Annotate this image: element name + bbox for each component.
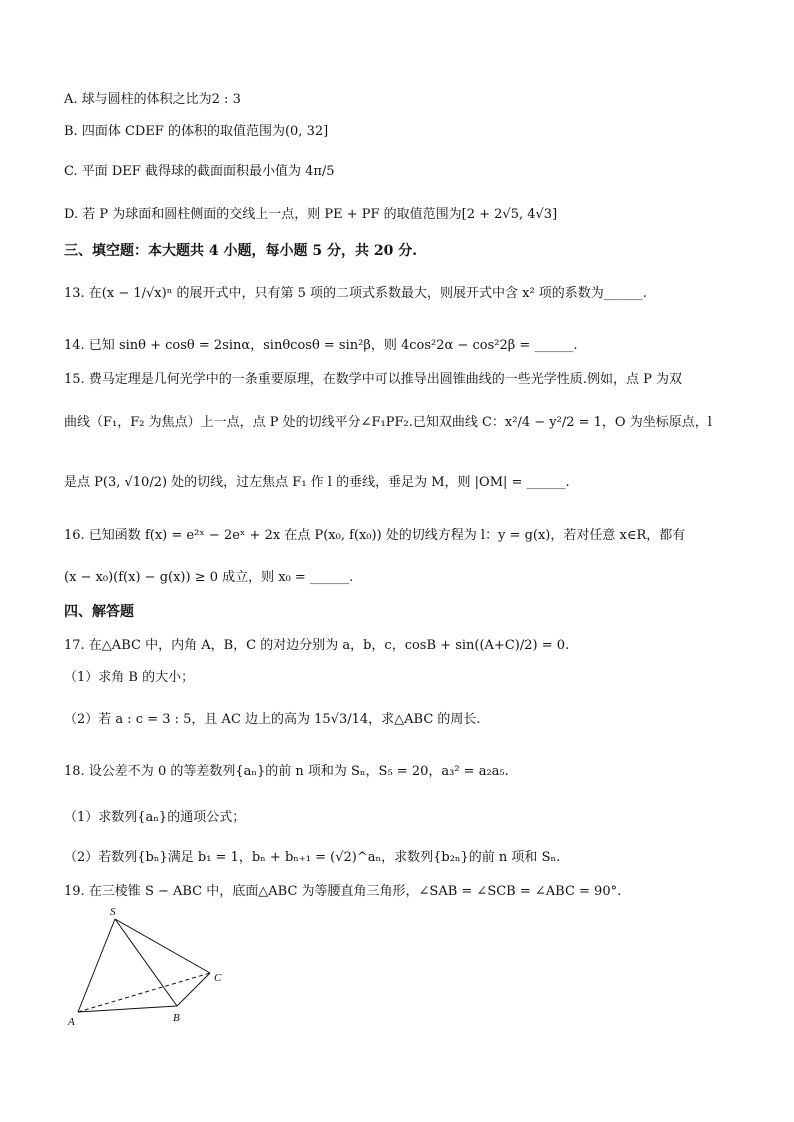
question-17-part-2: （2）若 a : c = 3 : 5，且 AC 边上的高为 15√3/14，求△ABC 的周长. (64, 712, 481, 727)
question-18: 18. 设公差不为 0 的等差数列{aₙ}的前 n 项和为 Sₙ，S₅ = 20，a₃² = a₂a₅. (64, 764, 509, 779)
question-17-part-1: （1）求角 B 的大小； (64, 670, 195, 685)
label-b: B (173, 1012, 180, 1024)
question-15-line3: 是点 P(3, √10/2) 处的切线，过左焦点 F₁ 作 l 的垂线，垂足为 M，则 |OM| = ______. (64, 475, 570, 490)
question-15-line2: 曲线（F₁，F₂ 为焦点）上一点，点 P 处的切线平分∠F₁PF₂.已知双曲线 C：x²/4 − y²/2 = 1，O 为坐标原点，l (64, 415, 712, 430)
label-s: S (110, 906, 116, 918)
question-17: 17. 在△ABC 中，内角 A，B，C 的对边分别为 a，b，c，cosB + sin((A+C)/2) = 0. (64, 638, 570, 653)
edge-sc (115, 919, 210, 973)
edge-sb (115, 919, 177, 1006)
section-solution-heading: 四、解答题 (64, 604, 134, 620)
option-a: A. 球与圆柱的体积之比为2 : 3 (64, 92, 241, 107)
question-19: 19. 在三棱锥 S − ABC 中，底面△ABC 为等腰直角三角形，∠SAB = ∠SCB = ∠ABC = 90°. (64, 884, 622, 899)
question-18-part-1: （1）求数列{aₙ}的通项公式； (64, 810, 246, 825)
option-c: C. 平面 DEF 截得球的截面面积最小值为 4π/5 (64, 164, 335, 179)
option-b: B. 四面体 CDEF 的体积的取值范围为(0, 32] (64, 124, 329, 139)
question-15-line1: 15. 费马定理是几何光学中的一条重要原理，在数学中可以推导出圆锥曲线的一些光学性质.例如，点 P 为双 (64, 372, 682, 387)
label-c: C (214, 972, 222, 984)
tetrahedron-figure (60, 905, 240, 1035)
edge-ab (78, 1006, 177, 1012)
question-16-line1: 16. 已知函数 f(x) = e²ˣ − 2eˣ + 2x 在点 P(x₀, f(x₀)) 处的切线方程为 l：y = g(x)，若对任意 x∈R，都有 (64, 528, 686, 543)
question-18-part-2: （2）若数列{bₙ}满足 b₁ = 1，bₙ + bₙ₊₁ = (√2)^aₙ，求数列{b₂ₙ}的前 n 项和 Sₙ. (64, 850, 561, 865)
question-14: 14. 已知 sinθ + cosθ = 2sinα，sinθcosθ = sin²β，则 4cos²2α − cos²2β = ______. (64, 338, 578, 353)
edge-sa (78, 919, 115, 1012)
option-d: D. 若 P 为球面和圆柱侧面的交线上一点，则 PE + PF 的取值范围为[2 + 2√5, 4√3] (64, 207, 558, 222)
section-fill-in-heading: 三、填空题：本大题共 4 小题，每小题 5 分，共 20 分. (64, 243, 418, 259)
question-16-line2: (x − x₀)(f(x) − g(x)) ≥ 0 成立，则 x₀ = ______. (64, 570, 354, 585)
question-13: 13. 在(x − 1/√x)ⁿ 的展开式中，只有第 5 项的二项式系数最大，则展开式中含 x² 项的系数为______. (64, 286, 647, 301)
label-a: A (68, 1016, 75, 1028)
